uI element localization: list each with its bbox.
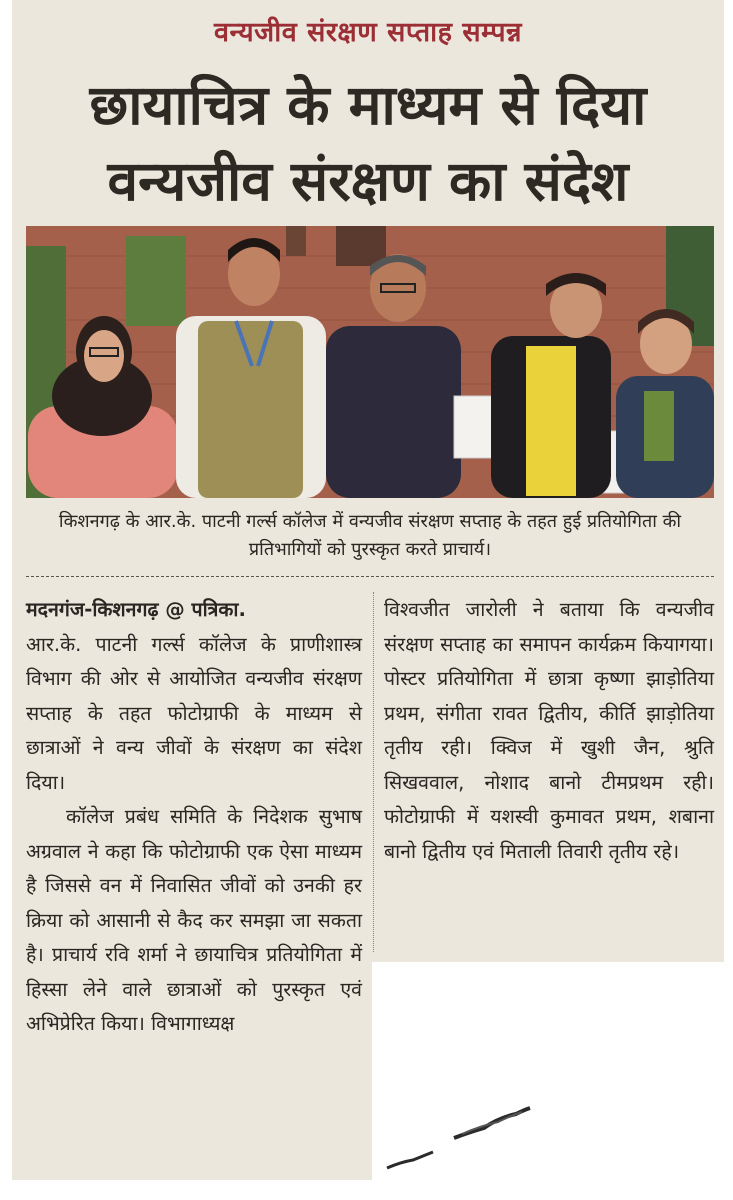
caption-divider: [26, 576, 714, 577]
column-divider: [373, 592, 374, 952]
paragraph-2: कॉलेज प्रबंध समिति के निदेशक सुभाष अग्रवाल ने कहा कि फोटोग्राफी एक ऐसा माध्यम है जिससे वन में निवासित जीवों को उनकी हर क्रिया को आसानी से कैद कर समझा जा सकता है। प्राचार्य रवि शर्मा ने छायाचित्र प्रतियोगिता में हिस्सा लेने वाले छात्राओं को पुरस्कृत एवं अभिप्रेरित किया। विभागाध्यक्ष: [26, 805, 362, 1035]
ink-scribble-mark: [450, 1102, 535, 1144]
paragraph-1: आर.के. पाटनी गर्ल्स कॉलेज के प्राणीशास्त्र विभाग की ओर से आयोजित वन्यजीव संरक्षण सप्ताह के तहत फोटोग्राफी के माध्यम से छात्राओं ने वन्य जीवों के संरक्षण का संदेश दिया।: [26, 632, 362, 794]
article-kicker: वन्यजीव संरक्षण सप्ताह सम्पन्न: [214, 17, 522, 48]
news-photo-illustration: [26, 226, 714, 498]
article-column-left: [26, 593, 362, 1042]
headline-line-1: छायाचित्र के माध्यम से दिया: [89, 73, 647, 137]
headline-line-2: वन्यजीव संरक्षण का संदेश: [107, 149, 629, 213]
photo-caption: किशनगढ़ के आर.के. पाटनी गर्ल्स कॉलेज में वन्यजीव संरक्षण सप्ताह के तहत हुई प्रतियोगिता की प्रतिभागियों को पुरस्कृत करते प्राचार्य।: [58, 511, 682, 560]
article-column-right: [384, 593, 714, 869]
dateline: मदनगंज-किशनगढ़ @ पत्रिका.: [26, 598, 246, 621]
paragraph-3: विश्वजीत जारोली ने बताया कि वन्यजीव संरक्षण सप्ताह का समापन कार्यक्रम कियागया। पोस्टर प्रतियोगिता में छात्रा कृष्णा झाड़ोतिया प्रथम, संगीता रावत द्वितीय, कीर्ति झाड़ोतिया तृतीय रही। क्विज में खुशी जैन, श्रुति सिखववाल, नोशाद बानो टीमप्रथम रही। फोटोग्राफी में यशस्वी कुमावत प्रथम, शबाना बानो द्वितीय एवं मिताली तिवारी तृतीय रहे।: [384, 598, 714, 863]
ink-scribble-mark-small: [385, 1148, 437, 1172]
news-photo: [26, 226, 714, 498]
